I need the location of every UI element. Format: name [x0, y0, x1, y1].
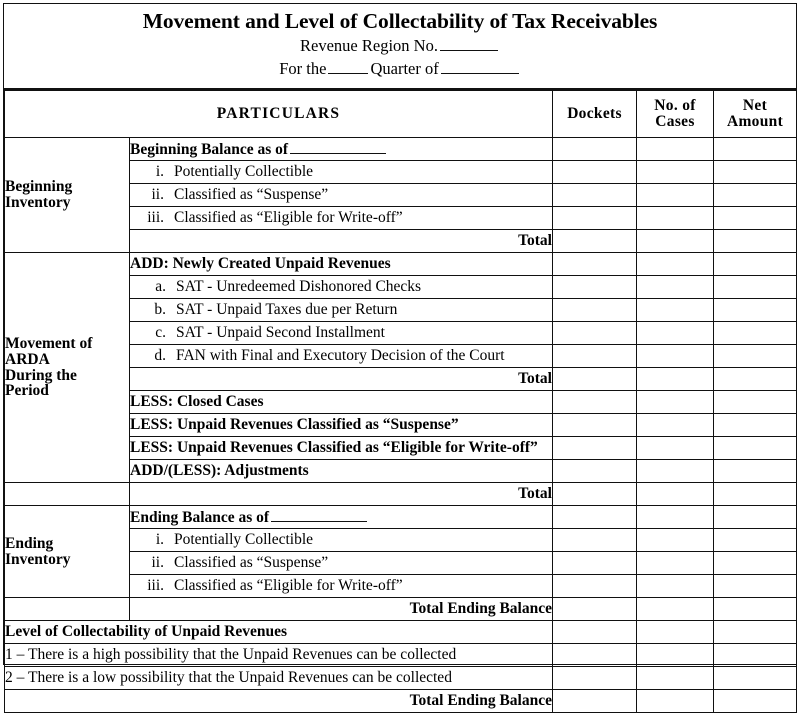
row-sat-unredeemed-checks — [130, 276, 553, 299]
row-total-newly-created: Total — [130, 368, 553, 391]
beginning-inventory-line1: Beginning — [5, 178, 73, 196]
group-label-beginning-inventory — [5, 138, 130, 253]
cell-net-amount[interactable] — [714, 368, 797, 391]
quarter-of-label: Quarter of — [370, 59, 439, 78]
cell-net-amount[interactable] — [714, 184, 797, 207]
movement-line3: During the — [5, 366, 77, 384]
cell-no-of-cases[interactable] — [637, 644, 714, 667]
cell-dockets[interactable] — [553, 667, 637, 690]
cell-no-of-cases[interactable] — [637, 345, 714, 368]
cell-dockets[interactable] — [553, 230, 637, 253]
cell-no-of-cases[interactable] — [637, 437, 714, 460]
beginning-inventory-line2: Inventory — [5, 194, 71, 211]
cell-net-amount[interactable] — [714, 575, 797, 598]
no-of-cases-line1: No. of — [654, 97, 696, 115]
cell-dockets[interactable] — [553, 184, 637, 207]
cell-dockets[interactable] — [553, 529, 637, 552]
cell-dockets[interactable] — [553, 299, 637, 322]
cell-no-of-cases[interactable] — [637, 299, 714, 322]
quarter-line — [4, 57, 796, 80]
cell-net-amount[interactable] — [714, 322, 797, 345]
bi-ii-label: Classified as “Suspense” — [174, 186, 329, 204]
column-header-particulars: PARTICULARS — [5, 91, 553, 138]
column-header-no-of-cases — [637, 91, 714, 138]
group-label-ending-inventory — [5, 506, 130, 598]
cell-dockets[interactable] — [553, 138, 637, 161]
row-total-ending-balance-2: Total Ending Balance — [5, 690, 553, 713]
page-title: Movement and Level of Collectability of Tax Receivables — [142, 9, 658, 33]
row-bi-write-off — [130, 207, 553, 230]
cell-no-of-cases[interactable] — [637, 184, 714, 207]
cell-no-of-cases[interactable] — [637, 552, 714, 575]
cell-net-amount[interactable] — [714, 529, 797, 552]
column-header-net-amount — [714, 91, 797, 138]
cell-no-of-cases[interactable] — [637, 667, 714, 690]
title-block — [3, 3, 797, 89]
cell-net-amount[interactable] — [714, 460, 797, 483]
table-row — [5, 253, 797, 276]
bi-iii-number: iii. — [147, 209, 164, 227]
row-ei-suspense — [130, 552, 553, 575]
row-sat-second-installment — [130, 322, 553, 345]
table-row — [5, 598, 797, 621]
row-level-2: 2 – There is a low possibility that the Unpaid Revenues can be collected — [5, 667, 553, 690]
cell-no-of-cases[interactable] — [637, 276, 714, 299]
cell-no-of-cases[interactable] — [637, 575, 714, 598]
cell-dockets[interactable] — [553, 414, 637, 437]
group-label-movement-of-arda — [5, 253, 130, 483]
cell-net-amount[interactable] — [714, 621, 797, 644]
cell-dockets[interactable] — [553, 437, 637, 460]
group-label-spacer — [5, 483, 130, 506]
cell-no-of-cases[interactable] — [637, 529, 714, 552]
net-amount-line2: Amount — [726, 113, 784, 130]
cell-no-of-cases[interactable] — [637, 368, 714, 391]
beginning-balance-label: Beginning Balance as of — [130, 141, 289, 159]
row-beginning-balance — [130, 138, 553, 161]
ending-inventory-line1: Ending — [5, 534, 54, 552]
bi-ii-number: ii. — [151, 186, 164, 204]
table-row — [5, 667, 797, 690]
row-ending-balance — [130, 506, 553, 529]
bi-i-number: i. — [155, 163, 164, 181]
cell-net-amount[interactable] — [714, 161, 797, 184]
cell-no-of-cases[interactable] — [637, 460, 714, 483]
row-total-beginning-inventory: Total — [130, 230, 553, 253]
cell-dockets[interactable] — [553, 598, 637, 621]
cell-dockets[interactable] — [553, 391, 637, 414]
cell-net-amount[interactable] — [714, 644, 797, 667]
revenue-region-label: Revenue Region No. — [300, 36, 438, 55]
row-level-1: 1 – There is a high possibility that the Unpaid Revenues can be collected — [5, 644, 553, 667]
bi-iii-label: Classified as “Eligible for Write-off” — [174, 209, 403, 227]
column-header-dockets: Dockets — [553, 91, 637, 138]
cell-net-amount[interactable] — [714, 345, 797, 368]
table-header-row — [5, 91, 797, 138]
cell-dockets[interactable] — [553, 161, 637, 184]
revenue-region-line — [4, 34, 796, 57]
for-the-label: For the — [279, 59, 327, 78]
cell-dockets[interactable] — [553, 506, 637, 529]
ei-iii-number: iii. — [147, 577, 164, 595]
table-row — [5, 644, 797, 667]
table-row — [5, 483, 797, 506]
cell-dockets[interactable] — [553, 207, 637, 230]
net-amount-line1: Net — [742, 97, 768, 115]
cell-net-amount[interactable] — [714, 667, 797, 690]
cell-dockets[interactable] — [553, 575, 637, 598]
table-row — [5, 621, 797, 644]
cell-dockets[interactable] — [553, 345, 637, 368]
row-bi-suspense — [130, 184, 553, 207]
cell-net-amount[interactable] — [714, 138, 797, 161]
cell-net-amount[interactable] — [714, 414, 797, 437]
ending-balance-label: Ending Balance as of — [130, 509, 270, 527]
ei-i-number: i. — [155, 531, 164, 549]
cell-no-of-cases[interactable] — [637, 138, 714, 161]
cell-no-of-cases[interactable] — [637, 506, 714, 529]
cell-dockets[interactable] — [553, 690, 637, 713]
cell-net-amount[interactable] — [714, 276, 797, 299]
year-input[interactable] — [441, 60, 519, 74]
row-ei-potentially-collectible — [130, 529, 553, 552]
movement-line2: ARDA — [5, 350, 50, 368]
cell-no-of-cases[interactable] — [637, 161, 714, 184]
ei-ii-label: Classified as “Suspense” — [174, 554, 329, 572]
table-row — [5, 506, 797, 529]
cell-no-of-cases[interactable] — [637, 322, 714, 345]
cell-net-amount[interactable] — [714, 207, 797, 230]
cell-net-amount[interactable] — [714, 230, 797, 253]
mv-a-label: SAT - Unredeemed Dishonored Checks — [176, 278, 422, 296]
cell-net-amount[interactable] — [714, 483, 797, 506]
quarter-input[interactable] — [328, 60, 368, 74]
table-row — [5, 138, 797, 161]
cell-dockets[interactable] — [553, 460, 637, 483]
row-sat-unpaid-taxes — [130, 299, 553, 322]
mv-b-label: SAT - Unpaid Taxes due per Return — [176, 301, 398, 319]
cell-dockets[interactable] — [553, 621, 637, 644]
cell-dockets[interactable] — [553, 644, 637, 667]
revenue-region-input[interactable] — [440, 37, 498, 51]
bi-i-label: Potentially Collectible — [174, 163, 314, 181]
cell-net-amount[interactable] — [714, 299, 797, 322]
cell-net-amount[interactable] — [714, 391, 797, 414]
row-ei-write-off — [130, 575, 553, 598]
cell-no-of-cases[interactable] — [637, 207, 714, 230]
mv-d-label: FAN with Final and Executory Decision of the Court — [176, 347, 505, 365]
row-less-closed-cases: LESS: Closed Cases — [130, 391, 553, 414]
row-less-write-off: LESS: Unpaid Revenues Classified as “Eligible for Write-off” — [130, 437, 553, 460]
cell-dockets[interactable] — [553, 368, 637, 391]
row-total-movement: Total — [130, 483, 553, 506]
mv-a-number: a. — [155, 278, 166, 296]
cell-net-amount[interactable] — [714, 598, 797, 621]
form-table-wrapper — [3, 89, 797, 710]
ei-iii-label: Classified as “Eligible for Write-off” — [174, 577, 403, 595]
mv-c-number: c. — [155, 324, 166, 342]
cell-dockets[interactable] — [553, 276, 637, 299]
mv-d-number: d. — [154, 347, 166, 365]
row-add-newly-created: ADD: Newly Created Unpaid Revenues — [130, 253, 553, 276]
row-fan-final-decision — [130, 345, 553, 368]
ending-inventory-line2: Inventory — [5, 550, 71, 568]
cell-no-of-cases[interactable] — [637, 598, 714, 621]
cell-no-of-cases[interactable] — [637, 391, 714, 414]
cell-no-of-cases[interactable] — [637, 483, 714, 506]
cell-no-of-cases[interactable] — [637, 253, 714, 276]
row-level-of-collectability-header: Level of Collectability of Unpaid Revenues — [5, 621, 553, 644]
ei-ii-number: ii. — [151, 554, 164, 572]
ei-i-label: Potentially Collectible — [174, 531, 314, 549]
cell-no-of-cases[interactable] — [637, 230, 714, 253]
cell-net-amount[interactable] — [714, 690, 797, 713]
cell-net-amount[interactable] — [714, 506, 797, 529]
no-of-cases-line2: Cases — [655, 113, 695, 130]
row-total-ending-balance-1: Total Ending Balance — [130, 598, 553, 621]
row-bi-potentially-collectible — [130, 161, 553, 184]
movement-line1: Movement of — [5, 334, 93, 352]
movement-line4: Period — [5, 382, 49, 400]
cell-net-amount[interactable] — [714, 253, 797, 276]
group-label-spacer — [5, 598, 130, 621]
cell-no-of-cases[interactable] — [637, 690, 714, 713]
row-add-less-adjustments: ADD/(LESS): Adjustments — [130, 460, 553, 483]
row-less-suspense: LESS: Unpaid Revenues Classified as “Suspense” — [130, 414, 553, 437]
cell-net-amount[interactable] — [714, 552, 797, 575]
mv-c-label: SAT - Unpaid Second Installment — [176, 324, 385, 342]
cell-no-of-cases[interactable] — [637, 414, 714, 437]
cell-dockets[interactable] — [553, 552, 637, 575]
table-row — [5, 690, 797, 713]
ending-balance-date-input[interactable] — [271, 508, 367, 522]
cell-no-of-cases[interactable] — [637, 621, 714, 644]
cell-dockets[interactable] — [553, 483, 637, 506]
cell-dockets[interactable] — [553, 322, 637, 345]
form-table — [4, 90, 797, 713]
cell-dockets[interactable] — [553, 253, 637, 276]
cell-net-amount[interactable] — [714, 437, 797, 460]
beginning-balance-date-input[interactable] — [290, 140, 386, 154]
mv-b-number: b. — [154, 301, 166, 319]
